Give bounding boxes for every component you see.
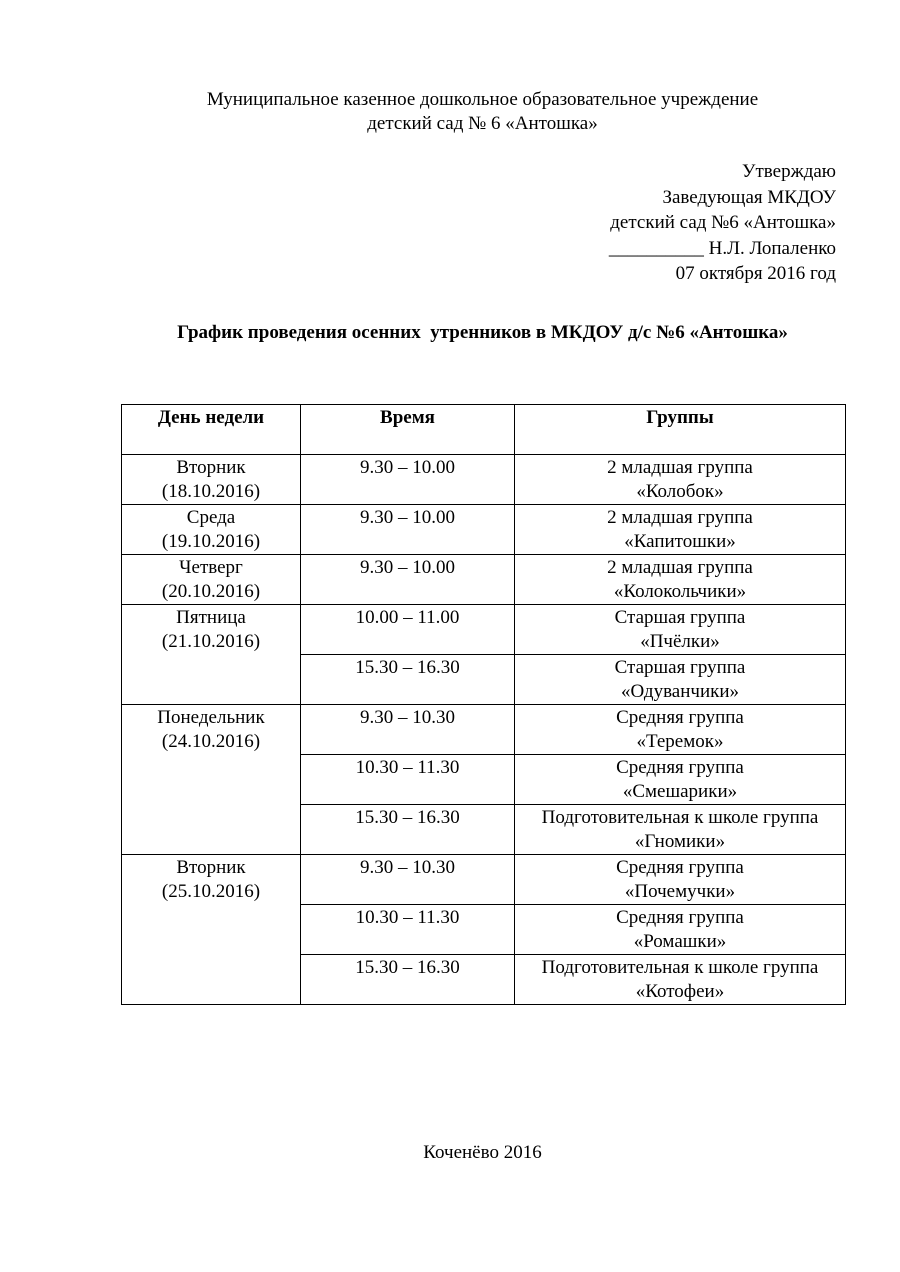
time-range: 15.30 – 16.30 [355, 957, 460, 978]
schedule-body [122, 455, 846, 1005]
time-range: 9.30 – 10.30 [360, 707, 455, 728]
day-cell [122, 855, 301, 1005]
header-groups: Группы [515, 405, 846, 455]
day-date: (20.10.2016) [161, 581, 261, 602]
group-name: «Ромашки» [633, 931, 727, 952]
day-name: Пятница [176, 607, 246, 628]
time-cell [301, 505, 515, 555]
group-name: «Котофеи» [635, 981, 725, 1002]
group-type: Подготовительная к школе группа [541, 807, 819, 828]
time-cell [301, 705, 515, 755]
group-type: 2 младшая группа [607, 457, 753, 478]
day-date: (25.10.2016) [161, 881, 261, 902]
kindergarten-name: детский сад № 6 «Антошка» [367, 113, 598, 134]
approver-position: Заведующая МКДОУ [662, 186, 836, 208]
group-name: «Теремок» [636, 731, 724, 752]
institution-name: Муниципальное казенное дошкольное образовательное учреждение [206, 89, 759, 110]
time-range: 9.30 – 10.00 [360, 557, 455, 578]
table-header-row [122, 405, 846, 455]
day-name: Понедельник [157, 707, 265, 728]
table-row [122, 505, 846, 555]
header-day: День недели [122, 405, 301, 455]
group-cell [515, 805, 846, 855]
table-row [122, 705, 846, 755]
approval-word: Утверждаю [742, 161, 836, 182]
day-name: Вторник [176, 857, 246, 878]
time-range: 15.30 – 16.30 [355, 657, 460, 678]
day-date: (24.10.2016) [161, 731, 261, 752]
time-cell [301, 655, 515, 705]
group-name: «Одуванчики» [620, 681, 740, 702]
day-date: (18.10.2016) [161, 481, 261, 502]
approver-organization: детский сад №6 «Антошка» [610, 212, 836, 233]
group-type: Средняя группа [616, 857, 744, 878]
group-cell [515, 505, 846, 555]
group-cell [515, 755, 846, 805]
day-date: (19.10.2016) [161, 531, 261, 552]
day-cell [122, 505, 301, 555]
time-range: 10.00 – 11.00 [355, 607, 460, 628]
schedule-table [121, 404, 846, 1005]
day-cell [122, 605, 301, 705]
time-cell [301, 855, 515, 905]
group-cell [515, 905, 846, 955]
approval-block [609, 159, 836, 287]
group-cell [515, 455, 846, 505]
time-range: 10.30 – 11.30 [355, 757, 460, 778]
group-name: «Колобок» [636, 481, 724, 502]
day-name: Четверг [179, 557, 243, 578]
group-cell [515, 955, 846, 1005]
group-cell [515, 605, 846, 655]
time-range: 15.30 – 16.30 [355, 807, 460, 828]
table-row [122, 555, 846, 605]
day-cell [122, 555, 301, 605]
time-cell [301, 455, 515, 505]
time-cell [301, 955, 515, 1005]
time-range: 9.30 – 10.30 [360, 857, 455, 878]
group-name: «Капитошки» [624, 531, 736, 552]
group-name: «Почемучки» [624, 881, 736, 902]
time-cell [301, 755, 515, 805]
table-row [122, 455, 846, 505]
day-date: (21.10.2016) [161, 631, 261, 652]
time-range: 9.30 – 10.00 [360, 507, 455, 528]
footer-place-year: Коченёво 2016 [423, 1142, 542, 1163]
header-time: Время [301, 405, 515, 455]
group-cell [515, 855, 846, 905]
group-cell [515, 655, 846, 705]
time-range: 10.30 – 11.30 [355, 907, 460, 928]
group-name: «Колокольчики» [613, 581, 747, 602]
group-name: «Смешарики» [622, 781, 738, 802]
group-type: Старшая группа [614, 657, 746, 678]
day-cell [122, 455, 301, 505]
time-cell [301, 605, 515, 655]
time-cell [301, 905, 515, 955]
group-name: «Пчёлки» [640, 631, 720, 652]
group-type: 2 младшая группа [607, 557, 753, 578]
time-cell [301, 555, 515, 605]
group-type: Средняя группа [616, 757, 744, 778]
institution-header [0, 88, 900, 136]
group-cell [515, 705, 846, 755]
group-cell [515, 555, 846, 605]
day-name: Вторник [176, 457, 246, 478]
day-name: Среда [186, 507, 236, 528]
table-row [122, 855, 846, 905]
time-range: 9.30 – 10.00 [360, 457, 455, 478]
group-name: «Гномики» [634, 831, 726, 852]
group-type: Средняя группа [616, 907, 744, 928]
group-type: 2 младшая группа [607, 507, 753, 528]
document-title: График проведения осенних утренников в МКДОУ д/с №6 «Антошка» [177, 322, 788, 343]
group-type: Старшая группа [614, 607, 746, 628]
table-row [122, 605, 846, 655]
approver-signature: __________ Н.Л. Лопаленко [608, 237, 836, 259]
approval-date: 07 октября 2016 год [675, 263, 836, 284]
day-cell [122, 705, 301, 855]
group-type: Средняя группа [616, 707, 744, 728]
group-type: Подготовительная к школе группа [541, 957, 819, 978]
time-cell [301, 805, 515, 855]
